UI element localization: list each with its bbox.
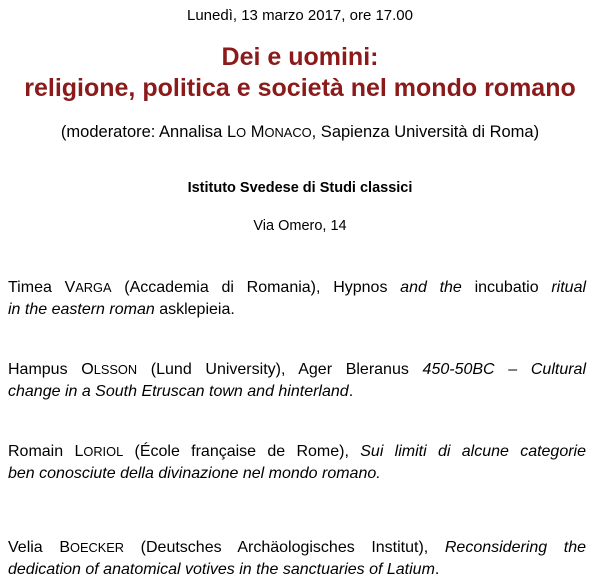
talk-title-part: and the xyxy=(400,279,462,296)
speaker-affiliation: (École française de Rome), xyxy=(123,443,361,460)
talk-entry xyxy=(8,537,586,581)
talk-title-part: Sui limiti di alcune categorie xyxy=(360,443,587,460)
talk-entry xyxy=(8,277,586,321)
talk-title-part: incubatio xyxy=(461,279,552,296)
talk-title-part: in the eastern roman xyxy=(8,301,155,318)
talk-title-part: . xyxy=(434,561,440,578)
talk-title-part: Hypnos xyxy=(333,279,401,296)
speaker-surname-initial: O xyxy=(81,361,94,378)
moderator-suffix: , Sapienza Università di Roma) xyxy=(311,123,540,141)
moderator-surname-b-initial: M xyxy=(250,123,265,141)
event-title-line-2: religione, politica e società nel mondo romano xyxy=(24,74,576,102)
talk-line xyxy=(8,537,586,559)
moderator-surname-a-initial: L xyxy=(226,123,237,141)
event-title xyxy=(0,42,600,104)
talk-title-part: ben conosciute della divinazione nel mondo romano. xyxy=(8,465,381,482)
speaker-first-name: Velia xyxy=(8,539,60,556)
speaker-surname-initial: V xyxy=(64,279,76,296)
venue-name: Istituto Svedese di Studi classici xyxy=(187,180,413,196)
talk-line xyxy=(8,299,586,321)
speaker-surname-rest: ARGA xyxy=(75,280,112,295)
moderator-prefix: (moderatore: Annalisa xyxy=(60,123,227,141)
talk-line xyxy=(8,441,586,463)
speaker-surname-initial: L xyxy=(74,443,84,460)
talk-title-part: Reconsidering the xyxy=(444,539,587,556)
talk-title-part: . xyxy=(348,383,354,400)
talk-title-part: asklepieia. xyxy=(154,301,235,318)
event-date: Lunedì, 13 marzo 2017, ore 17.00 xyxy=(187,7,413,24)
moderator-surname-a-rest: O xyxy=(236,125,247,140)
speaker-surname-rest: ORIOL xyxy=(83,444,124,459)
moderator-line xyxy=(0,121,600,144)
talk-entry xyxy=(8,441,586,485)
speaker-surname-initial: B xyxy=(59,539,70,556)
talk-entry xyxy=(8,359,586,403)
talk-title-part: dedication of anatomical votives in the sanctuaries of Latium xyxy=(8,561,435,578)
event-title-line-1: Dei e uomini: xyxy=(221,43,379,71)
talk-line xyxy=(8,277,586,299)
speaker-affiliation: (Deutsches Archäologisches Institut), xyxy=(124,539,445,556)
speaker-affiliation: (Lund University), xyxy=(137,361,299,378)
speaker-surname-rest: LSSON xyxy=(93,362,138,377)
talk-line xyxy=(8,359,586,381)
venue-address: Via Omero, 14 xyxy=(253,218,347,234)
speaker-first-name: Romain xyxy=(8,443,75,460)
talk-line xyxy=(8,381,586,403)
talk-title-part: ritual xyxy=(551,279,587,296)
speaker-first-name: Hampus xyxy=(8,361,82,378)
talk-title-part: Ager Bleranus xyxy=(298,361,423,378)
speaker-surname-rest: OECKER xyxy=(70,540,125,555)
talk-line xyxy=(8,463,586,485)
moderator-surname-b-rest: ONACO xyxy=(264,125,312,140)
speaker-first-name: Timea xyxy=(8,279,65,296)
talk-line xyxy=(8,559,586,581)
talk-title-part: 450-50BC – Cultural xyxy=(422,361,586,378)
speaker-affiliation: (Accademia di Romania), xyxy=(111,279,334,296)
talk-title-part: change in a South Etruscan town and hinterland xyxy=(8,383,349,400)
